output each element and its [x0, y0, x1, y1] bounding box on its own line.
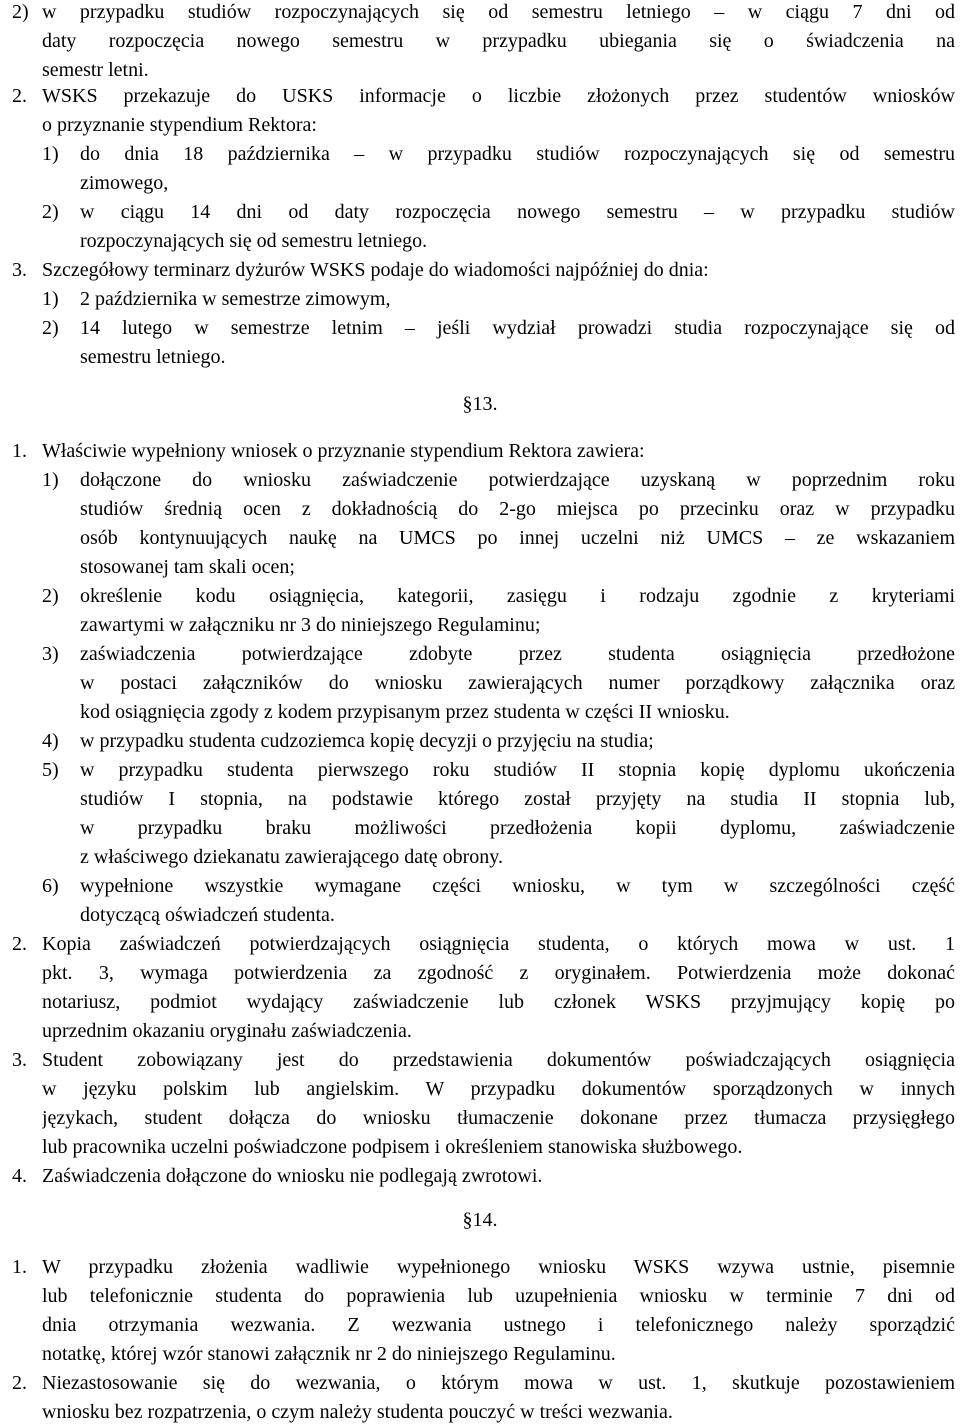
- text-line: wypełnione wszystkie wymagane części wniosku, w tym w szczególności część: [80, 875, 955, 897]
- item-number: 3.: [12, 259, 27, 281]
- text-line: zaświadczenia potwierdzające zdobyte przez studenta osiągnięcia przedłożone: [80, 643, 955, 665]
- item-number: 1.: [12, 1256, 27, 1278]
- text-line: określenie kodu osiągnięcia, kategorii, zasięgu i rodzaju zgodnie z kryteriami: [80, 585, 955, 607]
- text-line: lub pracownika uczelni poświadczone podpisem i określeniem stanowiska służbowego.: [42, 1136, 743, 1158]
- section-heading: §14.: [462, 1209, 498, 1231]
- item-number: 4): [42, 730, 59, 752]
- text-line: WSKS przekazuje do USKS informacje o liczbie złożonych przez studentów wniosków: [42, 85, 955, 107]
- text-line: do dnia 18 października – w przypadku studiów rozpoczynających się od semestru: [80, 143, 955, 165]
- text-line: daty rozpoczęcia nowego semestru w przypadku ubiegania się o świadczenia na: [42, 30, 955, 52]
- text-line: 14 lutego w semestrze letnim – jeśli wydział prowadzi studia rozpoczynające się od: [80, 317, 955, 339]
- item-number: 5): [42, 759, 59, 781]
- item-number: 2): [42, 585, 59, 607]
- item-number: 2): [42, 317, 59, 339]
- text-line: w języku polskim lub angielskim. W przypadku dokumentów sporządzonych w innych: [42, 1078, 955, 1100]
- item-number: 3): [42, 643, 59, 665]
- text-line: dotyczącą oświadczeń studenta.: [80, 904, 335, 926]
- item-number: 1): [42, 288, 59, 310]
- text-line: semestr letni.: [42, 59, 149, 81]
- text-line: wniosku bez rozpatrzenia, o czym należy studenta pouczyć w treści wezwania.: [42, 1401, 673, 1423]
- text-line: Kopia zaświadczeń potwierdzających osiągnięcia studenta, o których mowa w ust. 1: [42, 933, 955, 955]
- text-line: zimowego,: [80, 172, 169, 194]
- text-line: Zaświadczenia dołączone do wniosku nie podlegają zwrotowi.: [42, 1165, 543, 1187]
- text-line: o przyznanie stypendium Rektora:: [42, 114, 317, 136]
- text-line: pkt. 3, wymaga potwierdzenia za zgodność z oryginałem. Potwierdzenia może dokonać: [42, 962, 955, 984]
- text-line: lub telefonicznie studenta do poprawienia lub uzupełnienia wniosku w terminie 7 dni od: [42, 1285, 955, 1307]
- item-number: 1): [42, 469, 59, 491]
- text-line: studiów I stopnia, na podstawie którego został przyjęty na studia II stopnia lub,: [80, 788, 955, 810]
- text-line: dołączone do wniosku zaświadczenie potwierdzające uzyskaną w poprzednim roku: [80, 469, 955, 491]
- text-line: w przypadku studenta pierwszego roku studiów II stopnia kopię dyplomu ukończenia: [80, 759, 955, 781]
- item-number: 2.: [12, 1372, 27, 1394]
- text-line: studiów średnią ocen z dokładnością do 2-go miejsca po przecinku oraz w przypadku: [80, 498, 955, 520]
- item-number: 2): [42, 201, 59, 223]
- text-line: kod osiągnięcia zgody z kodem przypisanym przez studenta w części II wniosku.: [80, 701, 730, 723]
- text-line: w postaci załączników do wniosku zawierających numer porządkowy załącznika oraz: [80, 672, 955, 694]
- text-line: W przypadku złożenia wadliwie wypełnionego wniosku WSKS wzywa ustnie, pisemnie: [42, 1256, 955, 1278]
- text-line: w przypadku braku możliwości przedłożenia kopii dyplomu, zaświadczenie: [80, 817, 955, 839]
- text-line: Niezastosowanie się do wezwania, o którym mowa w ust. 1, skutkuje pozostawieniem: [42, 1372, 955, 1394]
- text-line: Student zobowiązany jest do przedstawienia dokumentów poświadczających osiągnięcia: [42, 1049, 955, 1071]
- text-line: Szczegółowy terminarz dyżurów WSKS podaje do wiadomości najpóźniej do dnia:: [42, 259, 709, 281]
- item-number: 1): [42, 143, 59, 165]
- text-line: semestru letniego.: [80, 346, 226, 368]
- text-line: w ciągu 14 dni od daty rozpoczęcia nowego semestru – w przypadku studiów: [80, 201, 955, 223]
- item-number: 3.: [12, 1049, 27, 1071]
- text-line: z właściwego dziekanatu zawierającego datę obrony.: [80, 846, 503, 868]
- text-line: stosowanej tam skali ocen;: [80, 556, 295, 578]
- text-line: dnia otrzymania wezwania. Z wezwania ustnego i telefonicznego należy sporządzić: [42, 1314, 955, 1336]
- item-number: 4.: [12, 1165, 27, 1187]
- text-line: Właściwie wypełniony wniosek o przyznanie stypendium Rektora zawiera:: [42, 440, 645, 462]
- text-line: notariusz, podmiot wydający zaświadczenie lub członek WSKS przyjmujący kopię po: [42, 991, 955, 1013]
- item-number: 2.: [12, 933, 27, 955]
- item-number: 6): [42, 875, 59, 897]
- item-number: 2): [12, 1, 29, 23]
- text-line: osób kontynuujących naukę na UMCS po innej uczelni niż UMCS – ze wskazaniem: [80, 527, 955, 549]
- section-heading: §13.: [462, 393, 498, 415]
- text-line: uprzednim okazaniu oryginału zaświadczenia.: [42, 1020, 412, 1042]
- text-line: notatkę, której wzór stanowi załącznik nr 2 do niniejszego Regulaminu.: [42, 1343, 616, 1365]
- text-line: 2 października w semestrze zimowym,: [80, 288, 391, 310]
- text-line: w przypadku studiów rozpoczynających się od semestru letniego – w ciągu 7 dni od: [42, 1, 955, 23]
- item-number: 2.: [12, 85, 27, 107]
- text-line: językach, student dołącza do wniosku tłumaczenie dokonane przez tłumacza przysięgłego: [42, 1107, 955, 1129]
- text-line: zawartymi w załączniku nr 3 do niniejszego Regulaminu;: [80, 614, 541, 636]
- item-number: 1.: [12, 440, 27, 462]
- text-line: w przypadku studenta cudzoziemca kopię decyzji o przyjęciu na studia;: [80, 730, 654, 752]
- text-line: rozpoczynających się od semestru letniego.: [80, 230, 428, 252]
